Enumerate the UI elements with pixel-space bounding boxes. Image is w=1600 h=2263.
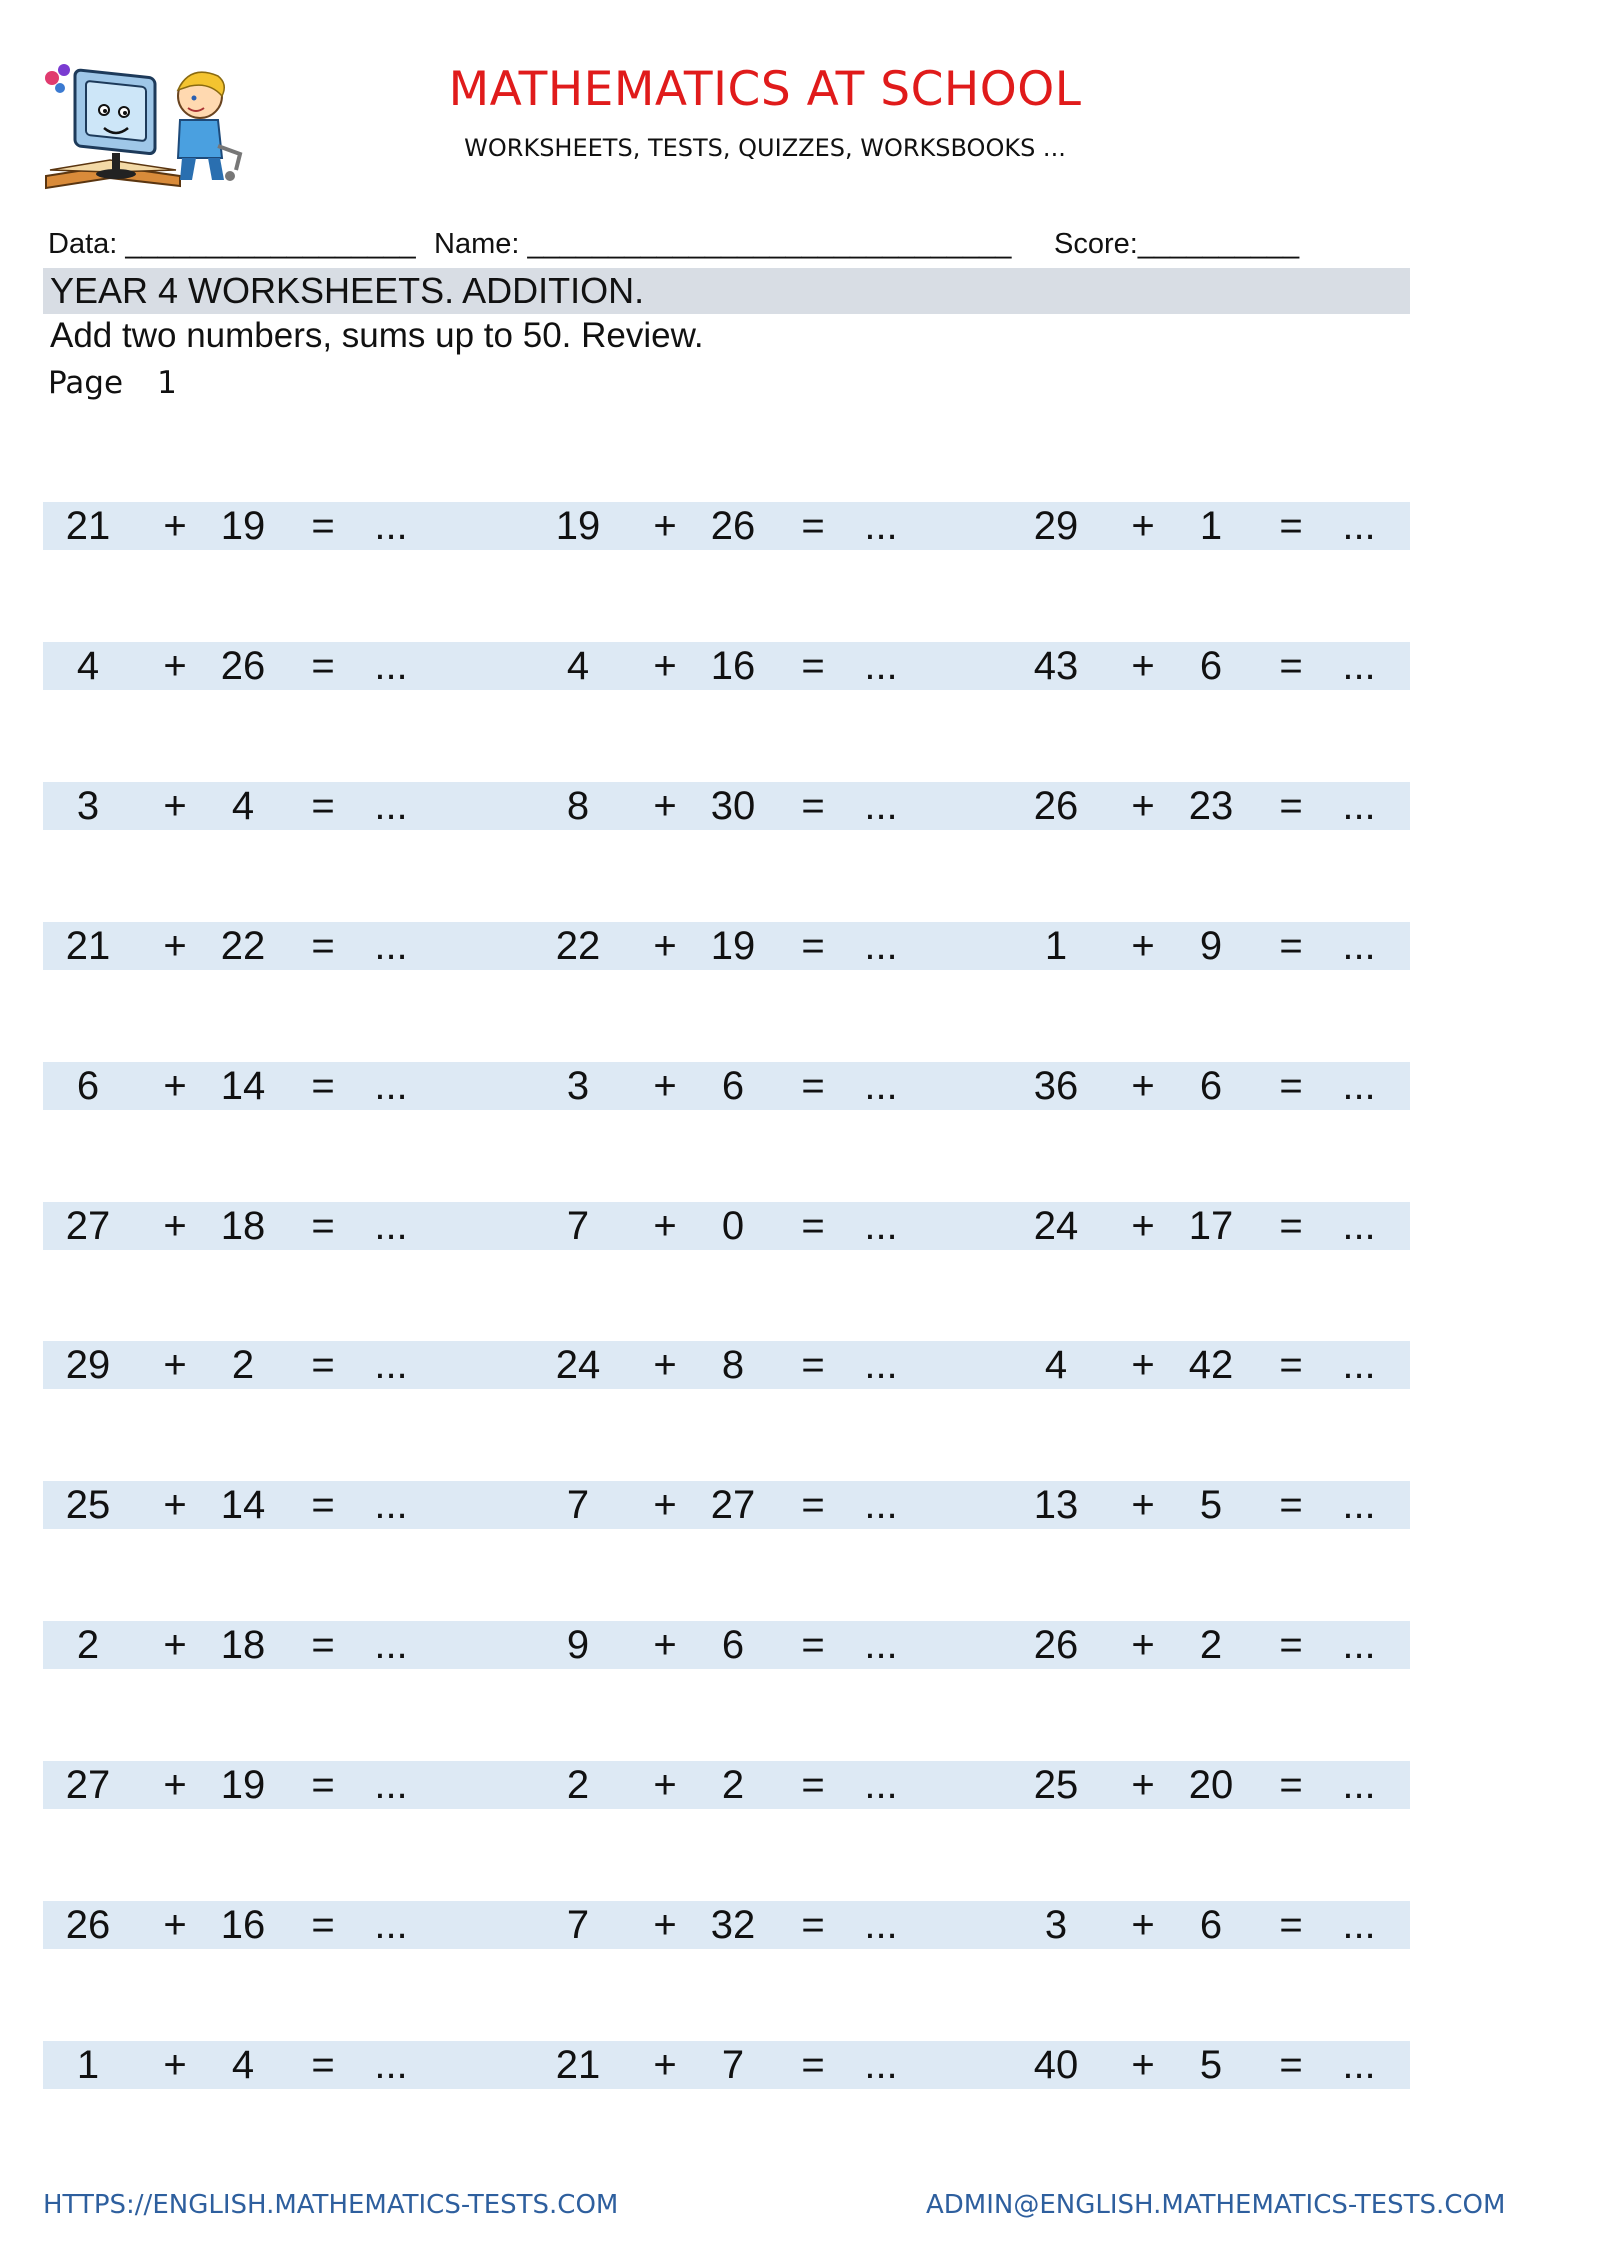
- plus-sign: +: [653, 504, 677, 548]
- addend-first: 6: [76, 1064, 100, 1108]
- equals-sign: =: [311, 924, 335, 968]
- addend-second: 16: [710, 644, 756, 688]
- addend-second: 19: [220, 1763, 266, 1807]
- equals-sign: =: [311, 2043, 335, 2087]
- addend-second: 4: [231, 2043, 255, 2087]
- plus-sign: +: [653, 1064, 677, 1108]
- addend-second: 8: [721, 1343, 745, 1387]
- answer-blank[interactable]: ...: [1342, 1483, 1376, 1527]
- addend-second: 19: [710, 924, 756, 968]
- equals-sign: =: [1279, 1204, 1303, 1248]
- equals-sign: =: [1279, 1343, 1303, 1387]
- addend-first: 27: [65, 1763, 111, 1807]
- problem-row: [43, 1341, 1410, 1389]
- plus-sign: +: [163, 1623, 187, 1667]
- equals-sign: =: [1279, 924, 1303, 968]
- addend-second: 22: [220, 924, 266, 968]
- addend-second: 32: [710, 1903, 756, 1947]
- plus-sign: +: [1131, 1064, 1155, 1108]
- plus-sign: +: [1131, 1903, 1155, 1947]
- answer-blank[interactable]: ...: [374, 924, 408, 968]
- plus-sign: +: [1131, 1763, 1155, 1807]
- addend-second: 14: [220, 1064, 266, 1108]
- addend-second: 27: [710, 1483, 756, 1527]
- addend-second: 2: [721, 1763, 745, 1807]
- answer-blank[interactable]: ...: [864, 1064, 898, 1108]
- plus-sign: +: [163, 644, 187, 688]
- addend-second: 2: [231, 1343, 255, 1387]
- score-field-label: Score:__________: [1054, 228, 1300, 260]
- addend-second: 16: [220, 1903, 266, 1947]
- equals-sign: =: [801, 1623, 825, 1667]
- addend-second: 9: [1199, 924, 1223, 968]
- addend-second: 5: [1199, 2043, 1223, 2087]
- addend-first: 7: [566, 1483, 590, 1527]
- plus-sign: +: [1131, 1623, 1155, 1667]
- addend-first: 3: [1044, 1903, 1068, 1947]
- addend-second: 6: [1199, 1064, 1223, 1108]
- equals-sign: =: [311, 784, 335, 828]
- plus-sign: +: [653, 1623, 677, 1667]
- addend-second: 6: [1199, 1903, 1223, 1947]
- addend-first: 3: [76, 784, 100, 828]
- plus-sign: +: [163, 1903, 187, 1947]
- problem-row: [43, 922, 1410, 970]
- addend-first: 26: [1033, 1623, 1079, 1667]
- equals-sign: =: [311, 644, 335, 688]
- answer-blank[interactable]: ...: [374, 1903, 408, 1947]
- problem-row: [43, 1901, 1410, 1949]
- equals-sign: =: [311, 1483, 335, 1527]
- addend-second: 26: [220, 644, 266, 688]
- equals-sign: =: [801, 1064, 825, 1108]
- addend-first: 2: [566, 1763, 590, 1807]
- equals-sign: =: [311, 1064, 335, 1108]
- plus-sign: +: [653, 1763, 677, 1807]
- page-label: Page: [48, 365, 124, 401]
- equals-sign: =: [1279, 1763, 1303, 1807]
- plus-sign: +: [653, 1483, 677, 1527]
- addend-first: 8: [566, 784, 590, 828]
- page-number: 1: [157, 365, 177, 401]
- addend-second: 2: [1199, 1623, 1223, 1667]
- equals-sign: =: [311, 1903, 335, 1947]
- addend-first: 7: [566, 1903, 590, 1947]
- plus-sign: +: [1131, 504, 1155, 548]
- addend-second: 1: [1199, 504, 1223, 548]
- addend-first: 2: [76, 1623, 100, 1667]
- plus-sign: +: [163, 1343, 187, 1387]
- plus-sign: +: [163, 1763, 187, 1807]
- plus-sign: +: [163, 924, 187, 968]
- equals-sign: =: [311, 1763, 335, 1807]
- answer-blank[interactable]: ...: [1342, 1903, 1376, 1947]
- plus-sign: +: [653, 2043, 677, 2087]
- answer-blank[interactable]: ...: [864, 1763, 898, 1807]
- addend-first: 4: [566, 644, 590, 688]
- addend-first: 43: [1033, 644, 1079, 688]
- problem-row: [43, 1481, 1410, 1529]
- addend-first: 21: [555, 2043, 601, 2087]
- equals-sign: =: [801, 924, 825, 968]
- answer-blank[interactable]: ...: [864, 1903, 898, 1947]
- equals-sign: =: [1279, 644, 1303, 688]
- addend-second: 19: [220, 504, 266, 548]
- addend-first: 19: [555, 504, 601, 548]
- addend-first: 29: [1033, 504, 1079, 548]
- equals-sign: =: [801, 1204, 825, 1248]
- plus-sign: +: [1131, 924, 1155, 968]
- equals-sign: =: [801, 1903, 825, 1947]
- plus-sign: +: [653, 924, 677, 968]
- addend-second: 14: [220, 1483, 266, 1527]
- addend-second: 20: [1188, 1763, 1234, 1807]
- equals-sign: =: [1279, 1903, 1303, 1947]
- addend-first: 26: [1033, 784, 1079, 828]
- problem-row: [43, 782, 1410, 830]
- answer-blank[interactable]: ...: [864, 924, 898, 968]
- plus-sign: +: [653, 644, 677, 688]
- addend-first: 36: [1033, 1064, 1079, 1108]
- problem-row: [43, 642, 1410, 690]
- addend-second: 6: [721, 1623, 745, 1667]
- addend-second: 30: [710, 784, 756, 828]
- answer-blank[interactable]: ...: [374, 1064, 408, 1108]
- answer-blank[interactable]: ...: [1342, 644, 1376, 688]
- addend-second: 42: [1188, 1343, 1234, 1387]
- equals-sign: =: [801, 504, 825, 548]
- answer-blank[interactable]: ...: [864, 1204, 898, 1248]
- equals-sign: =: [1279, 784, 1303, 828]
- addend-first: 40: [1033, 2043, 1079, 2087]
- problem-row: [43, 2041, 1410, 2089]
- equals-sign: =: [311, 1343, 335, 1387]
- addend-first: 1: [76, 2043, 100, 2087]
- plus-sign: +: [653, 784, 677, 828]
- answer-blank[interactable]: ...: [864, 644, 898, 688]
- addend-first: 4: [76, 644, 100, 688]
- equals-sign: =: [1279, 2043, 1303, 2087]
- addend-second: 18: [220, 1623, 266, 1667]
- answer-blank[interactable]: ...: [374, 1483, 408, 1527]
- answer-blank[interactable]: ...: [1342, 1343, 1376, 1387]
- answer-blank[interactable]: ...: [374, 1763, 408, 1807]
- footer-website-link[interactable]: HTTPS://ENGLISH.MATHEMATICS-TESTS.COM: [43, 2190, 619, 2220]
- addend-second: 18: [220, 1204, 266, 1248]
- equals-sign: =: [801, 2043, 825, 2087]
- equals-sign: =: [311, 1623, 335, 1667]
- addend-first: 22: [555, 924, 601, 968]
- plus-sign: +: [163, 784, 187, 828]
- answer-blank[interactable]: ...: [1342, 1204, 1376, 1248]
- footer-email-link[interactable]: ADMIN@ENGLISH.MATHEMATICS-TESTS.COM: [926, 2190, 1506, 2220]
- problem-row: [43, 1202, 1410, 1250]
- plus-sign: +: [1131, 1204, 1155, 1248]
- answer-blank[interactable]: ...: [374, 1204, 408, 1248]
- plus-sign: +: [653, 1903, 677, 1947]
- plus-sign: +: [1131, 2043, 1155, 2087]
- addend-first: 9: [566, 1623, 590, 1667]
- answer-blank[interactable]: ...: [374, 504, 408, 548]
- answer-blank[interactable]: ...: [374, 2043, 408, 2087]
- addend-second: 4: [231, 784, 255, 828]
- equals-sign: =: [1279, 504, 1303, 548]
- plus-sign: +: [1131, 644, 1155, 688]
- answer-blank[interactable]: ...: [864, 1483, 898, 1527]
- answer-blank[interactable]: ...: [1342, 1763, 1376, 1807]
- plus-sign: +: [1131, 784, 1155, 828]
- data-field-label: Data: __________________: [48, 228, 416, 260]
- addend-first: 7: [566, 1204, 590, 1248]
- addend-first: 27: [65, 1204, 111, 1248]
- answer-blank[interactable]: ...: [1342, 924, 1376, 968]
- plus-sign: +: [653, 1204, 677, 1248]
- name-field-label: Name: ______________________________: [434, 228, 1012, 260]
- plus-sign: +: [1131, 1343, 1155, 1387]
- site-subtitle: WORKSHEETS, TESTS, QUIZZES, WORKSBOOKS ...: [464, 134, 1066, 162]
- addend-second: 6: [1199, 644, 1223, 688]
- addend-first: 29: [65, 1343, 111, 1387]
- answer-blank[interactable]: ...: [1342, 784, 1376, 828]
- answer-blank[interactable]: ...: [864, 1343, 898, 1387]
- plus-sign: +: [163, 504, 187, 548]
- plus-sign: +: [163, 1483, 187, 1527]
- site-title: MATHEMATICS AT SCHOOL: [448, 62, 1082, 117]
- equals-sign: =: [311, 504, 335, 548]
- addend-first: 26: [65, 1903, 111, 1947]
- answer-blank[interactable]: ...: [1342, 2043, 1376, 2087]
- equals-sign: =: [801, 1763, 825, 1807]
- addend-first: 1: [1044, 924, 1068, 968]
- plus-sign: +: [163, 1204, 187, 1248]
- addend-first: 4: [1044, 1343, 1068, 1387]
- equals-sign: =: [801, 1483, 825, 1527]
- problem-row: [43, 1621, 1410, 1669]
- addend-first: 3: [566, 1064, 590, 1108]
- answer-blank[interactable]: ...: [864, 1623, 898, 1667]
- equals-sign: =: [801, 784, 825, 828]
- plus-sign: +: [163, 2043, 187, 2087]
- equals-sign: =: [801, 1343, 825, 1387]
- addend-first: 25: [65, 1483, 111, 1527]
- addend-second: 17: [1188, 1204, 1234, 1248]
- addend-first: 21: [65, 504, 111, 548]
- plus-sign: +: [163, 1064, 187, 1108]
- addend-first: 21: [65, 924, 111, 968]
- equals-sign: =: [801, 644, 825, 688]
- answer-blank[interactable]: ...: [374, 1623, 408, 1667]
- problem-row: [43, 1062, 1410, 1110]
- addend-second: 7: [721, 2043, 745, 2087]
- addend-second: 5: [1199, 1483, 1223, 1527]
- addend-first: 24: [555, 1343, 601, 1387]
- addend-second: 23: [1188, 784, 1234, 828]
- answer-blank[interactable]: ...: [1342, 504, 1376, 548]
- answer-blank[interactable]: ...: [374, 644, 408, 688]
- problem-row: [43, 502, 1410, 550]
- answer-blank[interactable]: ...: [374, 784, 408, 828]
- addend-second: 6: [721, 1064, 745, 1108]
- equals-sign: =: [1279, 1064, 1303, 1108]
- addend-first: 25: [1033, 1763, 1079, 1807]
- equals-sign: =: [311, 1204, 335, 1248]
- addend-second: 26: [710, 504, 756, 548]
- problem-row: [43, 1761, 1410, 1809]
- answer-blank[interactable]: ...: [1342, 1064, 1376, 1108]
- addend-first: 24: [1033, 1204, 1079, 1248]
- addend-first: 13: [1033, 1483, 1079, 1527]
- answer-blank[interactable]: ...: [374, 1343, 408, 1387]
- equals-sign: =: [1279, 1623, 1303, 1667]
- answer-blank[interactable]: ...: [864, 2043, 898, 2087]
- worksheet-heading: YEAR 4 WORKSHEETS. ADDITION.: [50, 270, 645, 311]
- addend-second: 0: [721, 1204, 745, 1248]
- equals-sign: =: [1279, 1483, 1303, 1527]
- plus-sign: +: [653, 1343, 677, 1387]
- answer-blank[interactable]: ...: [864, 784, 898, 828]
- answer-blank[interactable]: ...: [864, 504, 898, 548]
- worksheet-instruction: Add two numbers, sums up to 50. Review.: [50, 316, 704, 355]
- answer-blank[interactable]: ...: [1342, 1623, 1376, 1667]
- plus-sign: +: [1131, 1483, 1155, 1527]
